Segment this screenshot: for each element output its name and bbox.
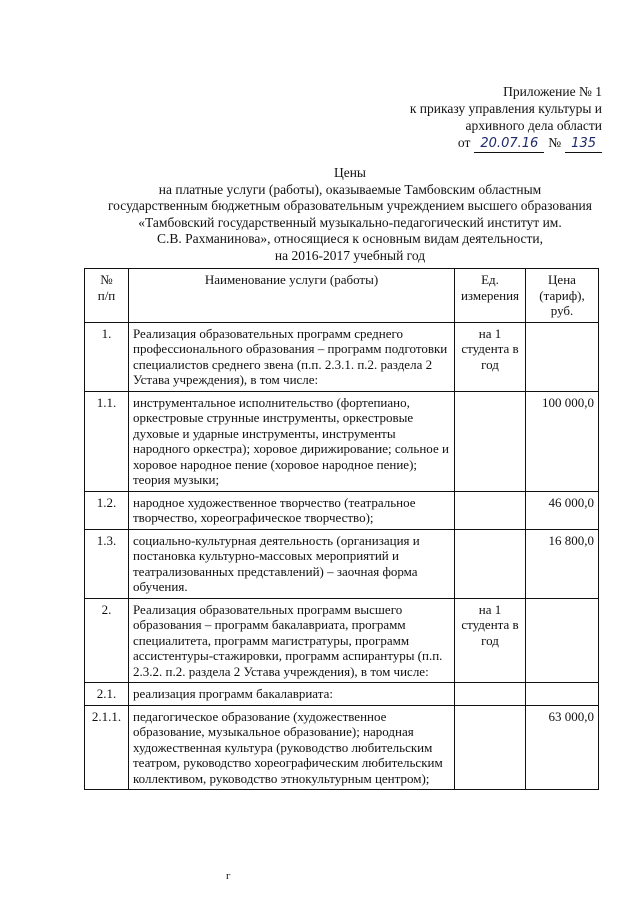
header-number-line-2: п/п [97,287,116,303]
row-number: 2. [85,598,129,683]
header-unit-line-1: Ед. [481,272,499,287]
row-price: 46 000,0 [526,491,599,529]
row-unit: на 1 студента в год [455,322,526,391]
row-number: 1.3. [85,529,129,598]
row-unit [455,529,526,598]
appendix-line-3: архивного дела области [465,118,602,133]
header-price-line-3: руб. [550,303,574,318]
row-name: Реализация образовательных программ высшего образования – программ бакалавриата, программ специалитета, программ магистратуры, программ ассистентуры-стажировки, программ аспирантуры (п.п. 2.3.2. п.2. раздела 2 Устава учреждения), в том числе: [129,598,455,683]
row-price [526,683,599,706]
table-row [85,322,599,391]
row-number: 1. [85,322,129,391]
title-line-2: на платные услуги (работы), оказываемые Тамбовским областным [158,181,542,197]
header-name [129,269,455,323]
row-number: 1.2. [85,491,129,529]
row-price [526,322,599,391]
row-unit [455,391,526,491]
title-line-1: Цены [333,165,367,180]
handwritten-number: 135 [565,135,602,153]
appendix-line-1: Приложение № 1 [503,84,602,99]
header-unit [455,269,526,323]
row-price [526,598,599,683]
appendix-date-line [410,134,602,153]
row-name: Реализация образовательных программ среднего профессионального образования – программ подготовки специалистов среднего звена (п.п. 2.3.1. п.2. раздела 2 Устава учреждения), в том числе: [129,322,455,391]
table-row [85,491,599,529]
page-mark: г [226,870,231,882]
row-name: социально-культурная деятельность (организация и постановка культурно-массовых мероприятий и театрализованных представлений) – заочная форма обучения. [129,529,455,598]
header-unit-line-2: измерения [460,287,520,303]
row-number: 2.1. [85,683,129,706]
row-unit [455,491,526,529]
header-name-text: Наименование услуги (работы) [204,272,379,287]
row-name: педагогическое образование (художественное образование, музыкальное образование); народная художественная культура (руководство любительским театром, руководство хореографическим любительским коллективом, руководство этнокультурным центром); [129,705,455,790]
price-table [84,268,599,790]
header-price-line-1: Цена [548,272,576,287]
table-row [85,391,599,491]
title-line-4: «Тамбовский государственный музыкально-педагогический институт им. [138,214,562,230]
title-line-5: С.В. Рахманинова», относящиеся к основным видам деятельности, [156,231,544,246]
table-row [85,705,599,790]
appendix-block [410,83,602,153]
date-prefix: от [457,135,471,150]
row-name: народное художественное творчество (театральное творчество, хореографическое творчество); [129,491,455,529]
handwritten-date: 20.07.16 [474,135,544,153]
header-price-line-2: (тариф), [539,287,585,303]
header-number-line-1: № [100,272,113,287]
header-price [526,269,599,323]
document-title [60,165,640,264]
appendix-line-2: к приказу управления культуры и [409,101,602,116]
table-header-row [85,269,599,323]
row-price: 100 000,0 [526,391,599,491]
table-row [85,683,599,706]
row-name: реализация программ бакалавриата: [129,683,455,706]
row-name: инструментальное исполнительство (фортепиано, оркестровые струнные инструменты, оркестровые духовые и ударные инструменты, инструменты народного оркестра); хоровое дирижирование; сольное и хоровое народное пение (хоровое народное пение); теория музыки; [129,391,455,491]
table-row [85,529,599,598]
row-price: 16 800,0 [526,529,599,598]
row-number: 1.1. [85,391,129,491]
row-unit [455,683,526,706]
number-prefix: № [548,135,562,150]
title-line-3: государственным бюджетным образовательным учреждением высшего образования [107,198,592,213]
row-price: 63 000,0 [526,705,599,790]
row-unit: на 1 студента в год [455,598,526,683]
table-row [85,598,599,683]
title-line-6: на 2016-2017 учебный год [274,247,426,263]
header-number [85,269,129,323]
row-number: 2.1.1. [85,705,129,790]
row-unit [455,705,526,790]
